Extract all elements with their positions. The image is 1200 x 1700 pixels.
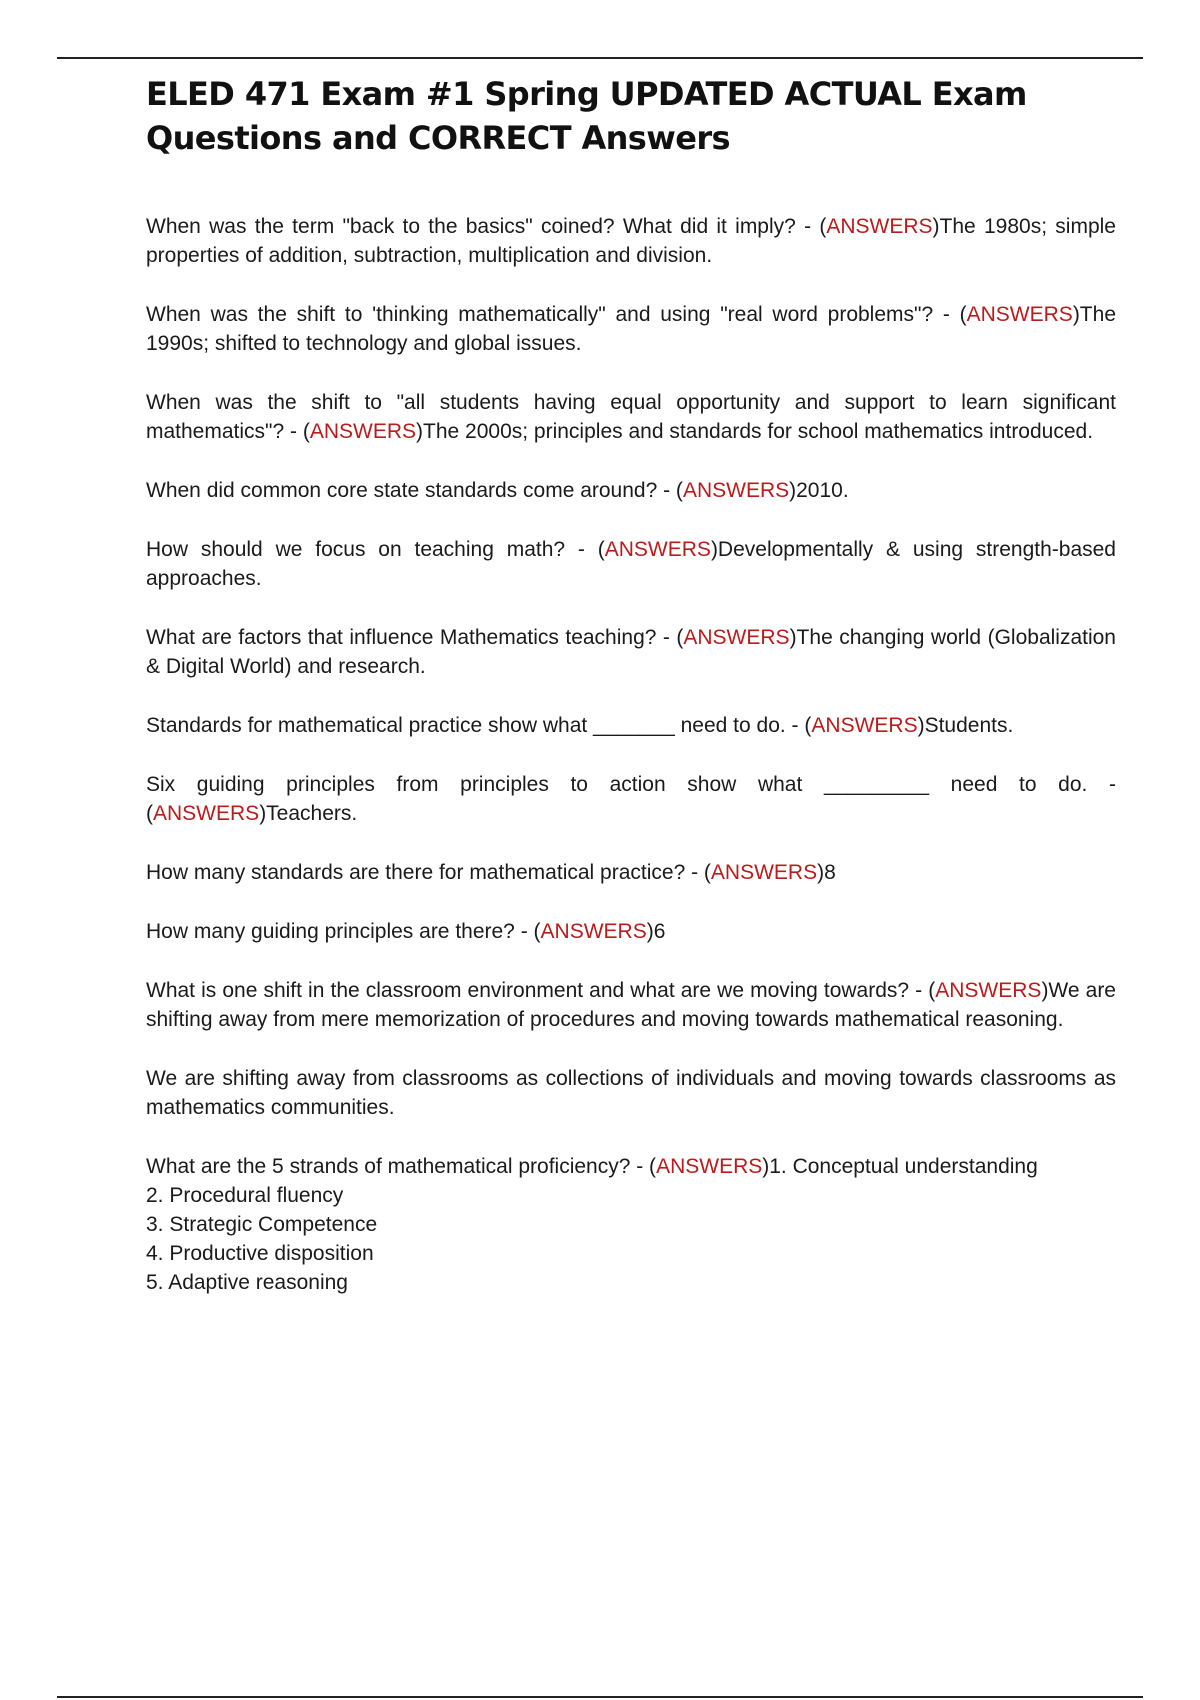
qa-item-7 — [146, 711, 1116, 740]
answer-tag: ANSWERS — [935, 979, 1042, 1002]
qa-item-8 — [146, 770, 1116, 828]
question-text: What are factors that influence Mathematics teaching? - ( — [146, 626, 684, 649]
qa-item-5 — [146, 535, 1116, 593]
answer-text: )Teachers. — [259, 802, 358, 825]
answer-tag: ANSWERS — [683, 626, 790, 649]
question-text: What are the 5 strands of mathematical proficiency? - ( — [146, 1155, 657, 1178]
answer-tag: ANSWERS — [811, 714, 918, 737]
answer-text: )The 1990s; shifted to technology and global issues. — [146, 303, 1116, 355]
question-text: When did common core state standards come around? - ( — [146, 479, 683, 502]
answer-text: )The 2000s; principles and standards for school mathematics introduced. — [416, 420, 1094, 443]
answer-tag: ANSWERS — [710, 861, 818, 884]
answer-tag: ANSWERS — [540, 920, 647, 943]
question-text: Six guiding principles from principles to action show what _________ need to do. - ( — [146, 773, 1116, 825]
answer-text: )8 — [817, 861, 836, 884]
strand-item: 3. Strategic Competence — [146, 1213, 378, 1236]
answer-tag: ANSWERS — [309, 420, 417, 443]
page-title: ELED 471 Exam #1 Spring UPDATED ACTUAL Exam Questions and CORRECT Answers — [146, 75, 1027, 157]
qa-item-2 — [146, 300, 1116, 358]
standalone-paragraph: We are shifting away from classrooms as collections of individuals and moving towards classrooms as mathematics communities. — [146, 1067, 1116, 1119]
answer-tag: ANSWERS — [966, 303, 1073, 326]
answer-text: )We are shifting away from mere memorization of procedures and moving towards mathematical reasoning. — [146, 979, 1116, 1031]
strand-item: 4. Productive disposition — [146, 1242, 374, 1265]
question-text: What is one shift in the classroom environment and what are we moving towards? - ( — [146, 979, 936, 1002]
bottom-rule — [57, 1696, 1143, 1698]
answer-tag: ANSWERS — [604, 538, 711, 561]
answer-tag: ANSWERS — [656, 1155, 763, 1178]
qa-item-1 — [146, 212, 1116, 270]
answer-text: )1. Conceptual understanding — [762, 1155, 1038, 1178]
question-text: How should we focus on teaching math? - ( — [146, 538, 605, 561]
answer-text: )6 — [646, 920, 666, 943]
qa-item-4 — [146, 476, 1116, 505]
answer-text: )The 1980s; simple properties of addition, subtraction, multiplication and division. — [146, 215, 1116, 267]
question-text: When was the shift to "all students having equal opportunity and support to learn significant mathematics"? - ( — [146, 391, 1116, 443]
question-text: How many guiding principles are there? - ( — [146, 920, 541, 943]
document-body — [146, 72, 1116, 1327]
answer-text: )Developmentally & using strength-based approaches. — [146, 538, 1116, 590]
qa-list — [146, 212, 1116, 1297]
question-text: Standards for mathematical practice show what _______ need to do. - ( — [146, 714, 812, 737]
question-text: When was the shift to 'thinking mathematically" and using "real word problems"? - ( — [146, 303, 967, 326]
qa-item-11 — [146, 976, 1116, 1034]
qa-item-9 — [146, 858, 1116, 887]
question-text: When was the term "back to the basics" coined? What did it imply? - ( — [146, 215, 827, 238]
answer-tag: ANSWERS — [153, 802, 260, 825]
qa-item-3 — [146, 388, 1116, 446]
qa-item-strands — [146, 1152, 1116, 1297]
strand-item: 2. Procedural fluency — [146, 1184, 344, 1207]
answer-tag: ANSWERS — [682, 479, 790, 502]
strand-item: 5. Adaptive reasoning — [146, 1271, 348, 1294]
answer-text: )The changing world (Globalization & Digital World) and research. — [146, 626, 1116, 678]
answer-text: )2010. — [789, 479, 849, 502]
qa-item-6 — [146, 623, 1116, 681]
qa-item-10 — [146, 917, 1116, 946]
question-text: How many standards are there for mathematical practice? - ( — [146, 861, 711, 884]
answer-text: )Students. — [917, 714, 1014, 737]
answer-tag: ANSWERS — [826, 215, 933, 238]
top-rule — [57, 57, 1143, 59]
